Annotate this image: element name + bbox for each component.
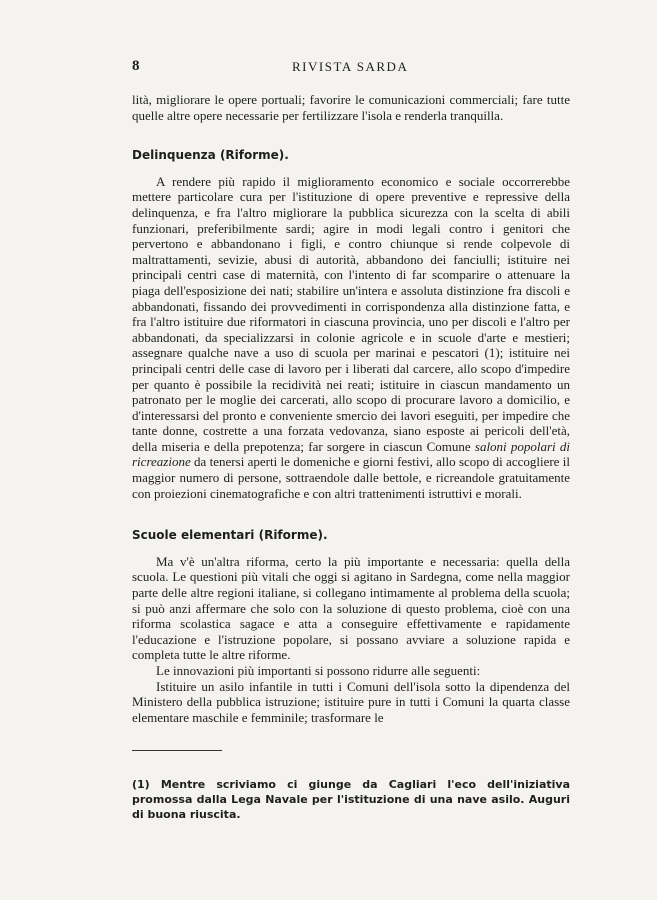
continuation-paragraph: lità, migliorare le opere portuali; favorire le comunicazioni commerciali; fare tutte quelle altre opere necessarie per fertilizzare l'isola e renderla tranquilla. [132, 92, 570, 123]
section-heading-scuole: Scuole elementari (Riforme). [132, 528, 328, 543]
page-header [132, 58, 572, 78]
scuole-paragraph-3: Istituire un asilo infantile in tutti i Comuni dell'isola sotto la dipendenza del Ministero della pubblica istruzione; istituire pure in tutti i Comuni la quarta classe elementare maschile e femminile; trasformare le [132, 678, 570, 725]
page-number: 8 [132, 58, 140, 74]
scuole-paragraph-1: Ma v'è un'altra riforma, certo la più importante e necessaria: quella della scuola. Le questioni più vitali che oggi si agitano in Sardegna, come nella maggior parte delle altre regioni italiane, si collegano intimamente al problema della scuola; si può anzi affermare che solo con la soluzione di questo problema, cioè con una riforma scolastica sagace e atta a conseguire effettivamente e rapidamente l'educazione e l'istruzione popolare, si possano avviare a soluzione rapida e completa tutte le altre riforme. [132, 553, 570, 663]
italic-phrase: saloni popolari di ricreazione [132, 438, 570, 470]
footnote-divider [132, 750, 222, 751]
footnote: (1) Mentre scriviamo ci giunge da Cagliari l'eco dell'iniziativa promossa dalla Lega Navale per l'istituzione di una nave asilo. Auguri di buona riuscita. [132, 778, 570, 821]
scuole-paragraph-2: Le innovazioni più importanti si possono ridurre alle seguenti: [156, 663, 481, 678]
running-title: RIVISTA SARDA [292, 59, 409, 74]
body-text [132, 92, 570, 725]
delinquenza-text: A rendere più rapido il miglioramento economico e sociale occorrerebbe mettere particolare cura per l'istituzione di opere preventive e repressive della delinquenza, e fra l'altro migliorare la pubblica sicurezza con la scelta di abili funzionari, preferibilmente sardi; agire in modi legali contro i genitori che pervertono e abbandonano i figli, e contro chiunque si rende colpevole di maltrattamenti, sevizie, abusi di autorità, abbandono dei fanciulli; istituire nei principali centri case di maternità, con l'intento di far scomparire o attenuare la piaga dell'esposizione dei nati; stabilire un'intera e assoluta distinzione fra discoli e abbandonati, fissando dei provvedimenti in corrispondenza alla distinzione fatta, e fra l'altro istituire due riformatori in ciascuna provincia, uno per discoli e l'altro per abbandonati, da specializzarsi in colonie agricole e in scuole d'arte e mestieri; assegnare qualche nave a uso di scuola per marinai e pescatori (1); istituire nei principali centri delle case di lavoro per i liberati dal carcere, allo scopo d'impedire per quanto è possibile la recidività nei reati; istituire in ciascun mandamento un patronato per le moglie dei carcerati, allo scopo di procurare lavoro a domicilio, e d'interessarsi del pronto e conveniente smercio dei lavori eseguiti, per impedire che tante donne, costrette a una forzata vedovanza, siano esposte ai pericoli dell'età, della miseria e della prepotenza; far sorgere in ciascun Comune [132, 173, 570, 454]
section-heading-delinquenza: Delinquenza (Riforme). [132, 148, 289, 163]
delinquenza-text-end: da tenersi aperti le domeniche e giorni festivi, allo scopo di accogliere il maggior numero di persone, sottraendole dalle bettole, e ricreandole gratuitamente con proiezioni cinematografiche e con altri trattenimenti istruttivi e morali. [132, 454, 570, 501]
delinquenza-paragraph [132, 174, 570, 501]
